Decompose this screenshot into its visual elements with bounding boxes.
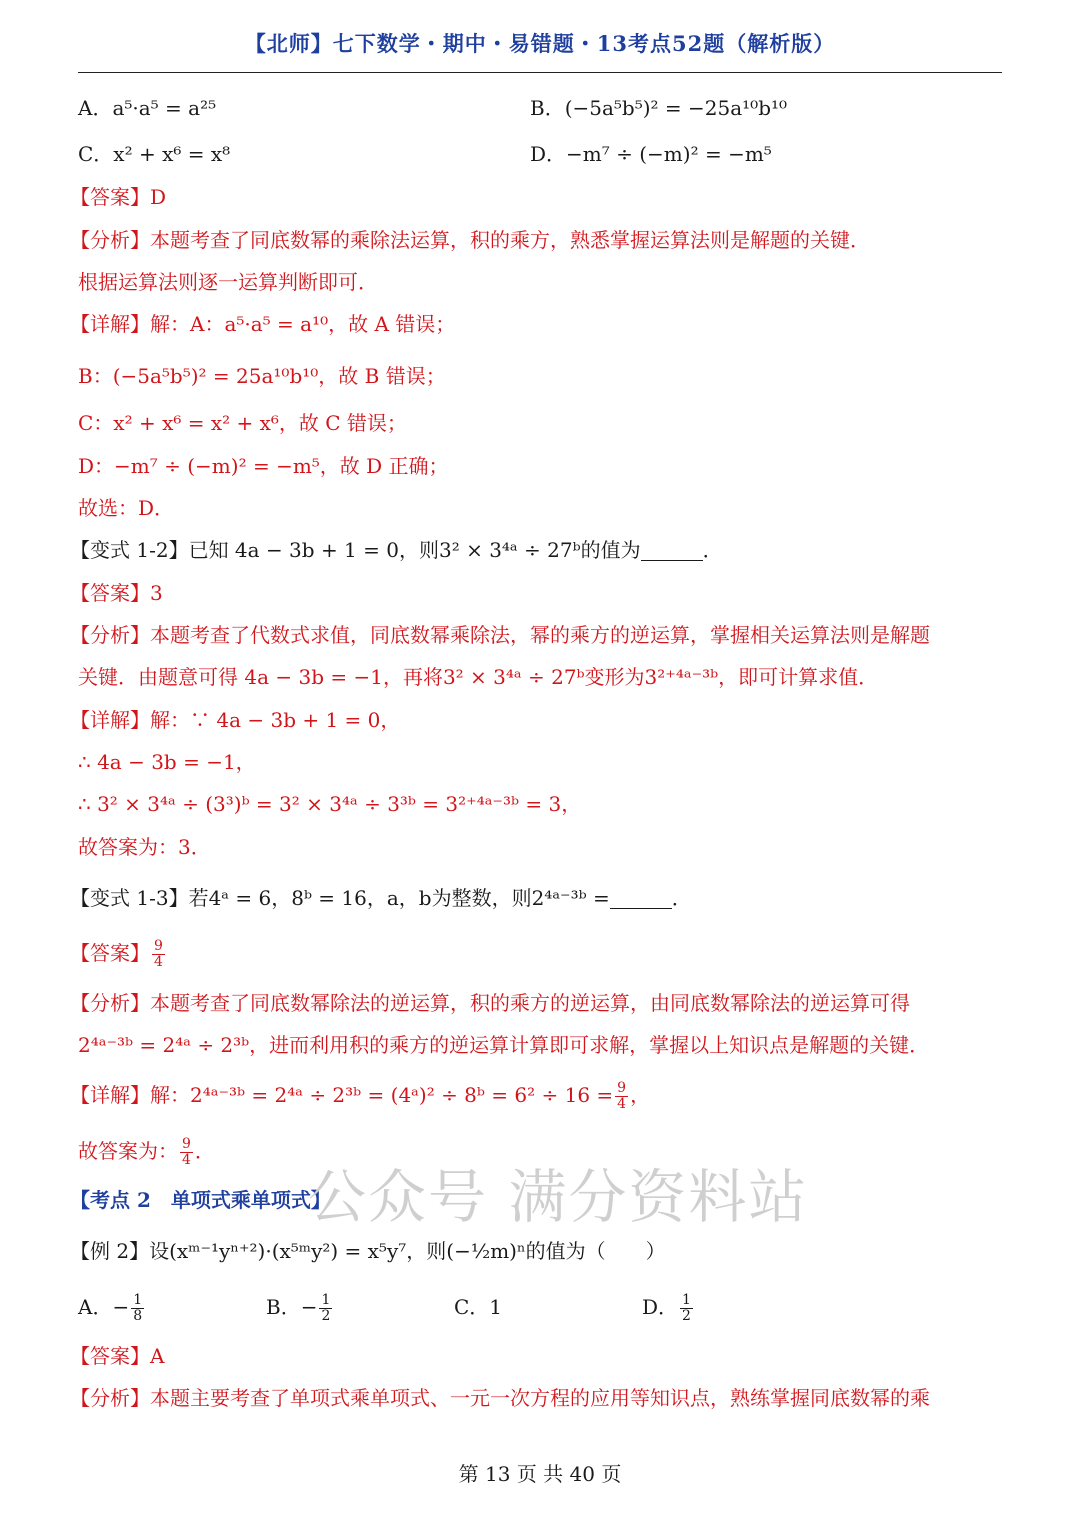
header-divider [78, 72, 1002, 73]
q1-option-c: C．x² + x⁶ = x⁸ [78, 142, 231, 166]
answer-blank [641, 540, 703, 561]
option-prefix: B．− [266, 1295, 318, 1319]
q1-options-row-1 [78, 93, 1008, 123]
detail-text: 解：∵ 4a − 3b + 1 = 0， [150, 708, 401, 732]
fraction-numerator: 9 [617, 1080, 627, 1096]
fraction-denominator: 4 [154, 954, 163, 970]
analysis-label: 【分析】 [70, 623, 150, 647]
variant-label: 【变式 1-2】 [70, 538, 189, 562]
q1-analysis-2: 根据运算法则逐一运算判断即可． [78, 270, 378, 294]
detail-text: 解：2⁴ᵃ⁻³ᵇ = 2⁴ᵃ ÷ 2³ᵇ = (4ᵃ)² ÷ 8ᵇ = 6² ÷ 16 = [150, 1083, 614, 1107]
answer-label: 【答案】 [70, 185, 150, 209]
detail-label: 【详解】 [70, 1083, 150, 1107]
question-end: ． [702, 538, 723, 562]
page-footer: 第 13 页 共 40 页 [458, 1462, 622, 1486]
example-2-analysis [70, 1383, 1000, 1413]
variant-1-2-answer [70, 578, 1000, 608]
answer-label: 【答案】 [70, 1344, 150, 1368]
example-2-option-c: C．1 [454, 1295, 503, 1319]
analysis-text: 本题考查了代数式求值，同底数幂乘除法，幂的乘方的逆运算，掌握相关运算法则是解题 [150, 623, 930, 647]
variant-1-2-analysis [70, 620, 1000, 650]
detail-text: 解：A：a⁵·a⁵ = a¹⁰，故 A 错误； [150, 312, 456, 336]
fraction-numerator: 1 [682, 1292, 691, 1308]
variant-1-2-conclusion: 故答案为：3． [78, 835, 211, 859]
answer-value: 3 [150, 581, 163, 605]
option-prefix: A．− [78, 1295, 130, 1319]
q1-detail-b: B：(−5a⁵b⁵)² = 25a¹⁰b¹⁰，故 B 错误； [78, 364, 446, 388]
conclusion-text: 故答案为： [78, 1139, 178, 1163]
variant-1-2-detail [70, 705, 1000, 735]
analysis-label: 【分析】 [70, 228, 150, 252]
answer-label: 【答案】 [70, 941, 150, 965]
fraction-denominator: 4 [617, 1096, 627, 1112]
conclusion-end: ． [194, 1139, 215, 1163]
question-end: ． [671, 886, 692, 910]
fraction-denominator: 8 [133, 1308, 143, 1324]
example-2-question [70, 1236, 1000, 1266]
question-text: 若4ᵃ = 6，8ᵇ = 16，a，b为整数，则2⁴ᵃ⁻³ᵇ = [188, 886, 610, 910]
q1-options-row-2 [78, 139, 1008, 169]
section-2-title: 【考点 2 单项式乘单项式】 [70, 1188, 331, 1212]
detail-label: 【详解】 [70, 708, 150, 732]
fraction-denominator: 2 [321, 1308, 331, 1324]
question-text: 已知 4a − 3b + 1 = 0，则3² × 3⁴ᵃ ÷ 27ᵇ的值为 [188, 538, 641, 562]
fraction-denominator: 2 [682, 1308, 691, 1324]
q1-detail [70, 309, 1000, 339]
variant-1-3-analysis [70, 988, 1000, 1018]
answer-blank [610, 888, 672, 909]
option-prefix: D． [642, 1295, 679, 1319]
q1-analysis [70, 225, 1000, 255]
conclusion-fraction [180, 1137, 193, 1168]
analysis-text: 本题主要考查了单项式乘单项式、一元一次方程的应用等知识点，熟练掌握同底数幂的乘 [150, 1386, 930, 1410]
analysis-text: 本题考查了同底数幂的乘除法运算，积的乘方，熟悉掌握运算法则是解题的关键． [150, 228, 870, 252]
answer-value: D [150, 185, 167, 209]
page-header-title: 【北师】七下数学・期中・易错题・13考点52题（解析版） [244, 31, 836, 56]
option-fraction [680, 1293, 693, 1324]
example-2-option-a [78, 1292, 146, 1324]
detail-label: 【详解】 [70, 312, 150, 336]
variant-1-3-analysis-2: 2⁴ᵃ⁻³ᵇ = 2⁴ᵃ ÷ 2³ᵇ，进而利用积的乘方的逆运算计算即可求解，掌握以上知识点是解题的关键． [78, 1033, 930, 1057]
example-2-option-d [642, 1292, 695, 1324]
example-label: 【例 2】 [70, 1239, 150, 1263]
fraction-numerator: 1 [321, 1292, 331, 1308]
option-fraction [319, 1293, 332, 1324]
q1-conclusion: 故选：D． [78, 496, 175, 520]
variant-1-2-detail-3: ∴ 3² × 3⁴ᵃ ÷ (3³)ᵇ = 3² × 3⁴ᵃ ÷ 3³ᵇ = 3²⁺⁴ᵃ⁻³ᵇ = 3， [78, 792, 582, 816]
answer-value: A [150, 1344, 165, 1368]
detail-end: ， [630, 1083, 651, 1107]
detail-fraction [615, 1081, 628, 1112]
example-2-option-b [266, 1292, 334, 1324]
fraction-numerator: 9 [182, 1136, 191, 1152]
fraction-numerator: 9 [154, 938, 163, 954]
variant-1-2-analysis-2: 关键．由题意可得 4a − 3b = −1，再将3² × 3⁴ᵃ ÷ 27ᵇ变形为3²⁺⁴ᵃ⁻³ᵇ，即可计算求值． [78, 665, 879, 689]
q1-detail-c: C：x² + x⁶ = x² + x⁶，故 C 错误； [78, 411, 407, 435]
q1-option-a: A．a⁵·a⁵ = a²⁵ [78, 96, 217, 120]
variant-label: 【变式 1-3】 [70, 886, 189, 910]
answer-label: 【答案】 [70, 581, 150, 605]
variant-1-3-answer [70, 938, 1000, 970]
fraction-denominator: 4 [182, 1152, 191, 1168]
variant-1-2-detail-2: ∴ 4a − 3b = −1， [78, 750, 256, 774]
analysis-label: 【分析】 [70, 991, 150, 1015]
variant-1-3-detail [70, 1080, 1000, 1112]
variant-1-2-question [70, 535, 1000, 565]
q1-option-b: B．(−5a⁵b⁵)² = −25a¹⁰b¹⁰ [530, 96, 788, 120]
example-2-answer [70, 1341, 1000, 1371]
q1-answer [70, 182, 1000, 212]
q1-option-d: D．−m⁷ ÷ (−m)² = −m⁵ [530, 142, 772, 166]
q1-detail-d: D：−m⁷ ÷ (−m)² = −m⁵，故 D 正确； [78, 454, 449, 478]
analysis-text: 本题考查了同底数幂除法的逆运算，积的乘方的逆运算，由同底数幂除法的逆运算可得 [150, 991, 910, 1015]
analysis-label: 【分析】 [70, 1386, 150, 1410]
fraction-numerator: 1 [133, 1292, 143, 1308]
answer-fraction [152, 939, 165, 970]
watermark-text: 公众号 满分资料站 [308, 1163, 809, 1231]
option-fraction [131, 1293, 144, 1324]
question-text: 设(xᵐ⁻¹yⁿ⁺²)·(x⁵ᵐy²) = x⁵y⁷，则(−½m)ⁿ的值为（ ） [149, 1239, 666, 1263]
variant-1-3-question [70, 883, 1000, 913]
